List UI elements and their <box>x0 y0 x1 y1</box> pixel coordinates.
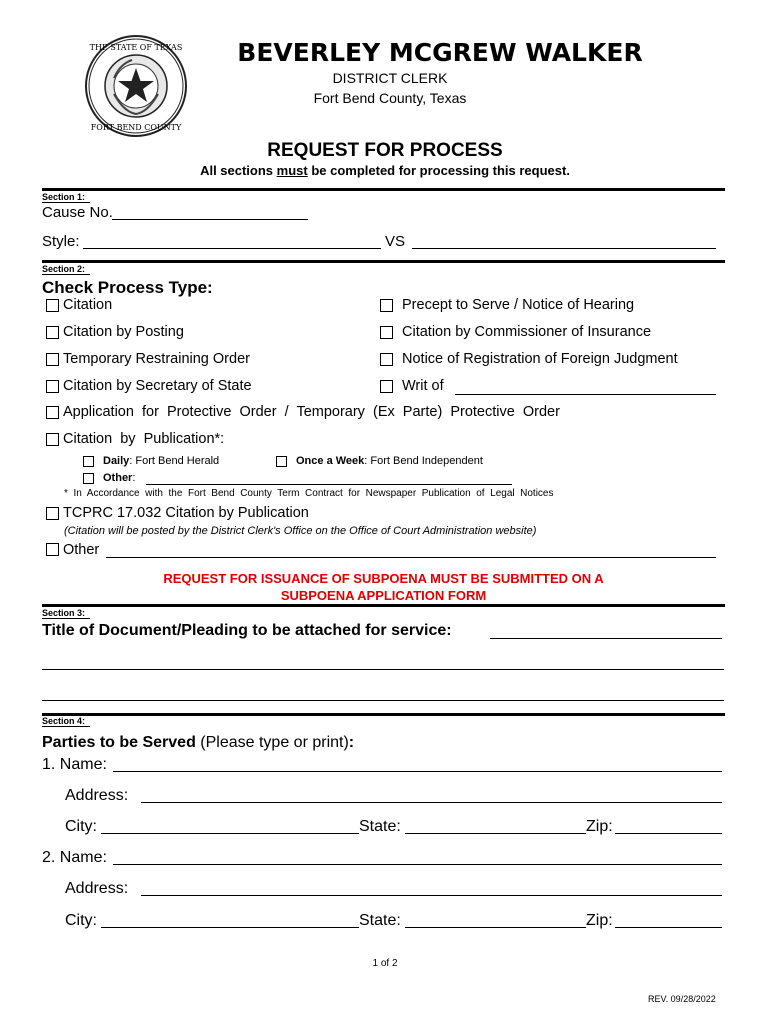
writ-of-checkbox[interactable] <box>380 380 393 393</box>
writ-of-field[interactable] <box>455 380 716 395</box>
party-2-name-field[interactable] <box>113 850 722 865</box>
vs-label: VS <box>385 233 406 250</box>
citation-by-publication-checkbox[interactable] <box>46 433 59 446</box>
document-title-line-3[interactable] <box>42 700 724 701</box>
revision-date: REV. 09/28/2022 <box>648 994 716 1004</box>
subpoena-notice-line-1: REQUEST FOR ISSUANCE OF SUBPOENA MUST BE SUBMITTED ON A <box>163 571 604 586</box>
daily-herald-checkbox[interactable] <box>83 456 94 467</box>
party-2-address-label: Address: <box>65 880 129 897</box>
party-1-city-field[interactable] <box>101 819 359 834</box>
party-2-city-label: City: <box>65 912 97 929</box>
party-1-address-field[interactable] <box>141 788 722 803</box>
weekly-independent-label: Once a Week: Fort Bend Independent <box>296 455 483 467</box>
foreign-judgment-checkbox[interactable] <box>380 353 393 366</box>
party-1-zip-label: Zip: <box>586 818 613 835</box>
section-label-underline <box>42 202 90 203</box>
party-2-city-field[interactable] <box>101 913 359 928</box>
section-2-label: Section 2: <box>42 264 86 274</box>
foreign-judgment-label: Notice of Registration of Foreign Judgment <box>402 351 678 367</box>
section-divider <box>42 188 725 191</box>
protective-order-checkbox[interactable] <box>46 406 59 419</box>
svg-text:THE STATE OF TEXAS: THE STATE OF TEXAS <box>89 43 183 52</box>
daily-herald-label: Daily: Fort Bend Herald <box>103 455 220 467</box>
tcprc-checkbox[interactable] <box>46 507 59 520</box>
section-label-underline <box>42 726 90 727</box>
tcprc-label: TCPRC 17.032 Citation by Publication <box>63 505 309 521</box>
other-process-checkbox[interactable] <box>46 543 59 556</box>
tcprc-note: (Citation will be posted by the District Clerk's Office on the Office of Court Administration website) <box>64 525 537 537</box>
style-defendant-field[interactable] <box>412 234 716 249</box>
section-label-underline <box>42 274 90 275</box>
subpoena-notice-line-2: SUBPOENA APPLICATION FORM <box>280 588 487 603</box>
party-2-address-field[interactable] <box>141 881 722 896</box>
form-title: REQUEST FOR PROCESS <box>267 140 503 161</box>
clerk-county: Fort Bend County, Texas <box>313 90 467 106</box>
clerk-office: DISTRICT CLERK <box>332 70 448 86</box>
document-title-heading: Title of Document/Pleading to be attached for service: <box>42 622 452 639</box>
section-3-label: Section 3: <box>42 608 86 618</box>
party-1-city-label: City: <box>65 818 97 835</box>
citation-checkbox[interactable] <box>46 299 59 312</box>
section-divider <box>42 604 725 607</box>
other-publication-label: Other: <box>103 472 136 484</box>
citation-secretary-of-state-label: Citation by Secretary of State <box>63 378 252 394</box>
document-title-line-2[interactable] <box>42 669 724 670</box>
party-2-zip-field[interactable] <box>615 913 722 928</box>
process-type-heading: Check Process Type: <box>42 278 213 297</box>
party-1-state-field[interactable] <box>405 819 586 834</box>
style-label: Style: <box>42 233 80 250</box>
publication-footnote: * In Accordance with the Fort Bend County Term Contract for Newspaper Publication of Legal Notices <box>64 488 554 499</box>
section-divider <box>42 260 725 263</box>
citation-by-posting-checkbox[interactable] <box>46 326 59 339</box>
party-1-name-field[interactable] <box>113 757 722 772</box>
section-4-label: Section 4: <box>42 716 86 726</box>
precept-to-serve-checkbox[interactable] <box>380 299 393 312</box>
form-subtitle: All sections must be completed for processing this request. <box>200 163 570 178</box>
temporary-restraining-order-label: Temporary Restraining Order <box>63 351 250 367</box>
section-1-label: Section 1: <box>42 192 86 202</box>
section-label-underline <box>42 618 90 619</box>
party-1-name-label: 1. Name: <box>42 756 107 773</box>
citation-label: Citation <box>63 297 113 313</box>
party-1-address-label: Address: <box>65 787 129 804</box>
other-process-label: Other <box>63 542 100 558</box>
cause-no-label: Cause No. <box>42 204 113 221</box>
other-process-field[interactable] <box>106 543 716 558</box>
party-2-state-label: State: <box>359 912 401 929</box>
protective-order-label: Application for Protective Order / Temporary (Ex Parte) Protective Order <box>63 404 560 420</box>
party-2-name-label: 2. Name: <box>42 849 107 866</box>
citation-by-posting-label: Citation by Posting <box>63 324 184 340</box>
cause-no-field[interactable] <box>112 205 308 220</box>
temporary-restraining-order-checkbox[interactable] <box>46 353 59 366</box>
section-divider <box>42 713 725 716</box>
weekly-independent-checkbox[interactable] <box>276 456 287 467</box>
party-1-state-label: State: <box>359 818 401 835</box>
citation-by-publication-label: Citation by Publication*: <box>63 431 225 447</box>
page-number: 1 of 2 <box>372 958 398 969</box>
citation-commissioner-insurance-checkbox[interactable] <box>380 326 393 339</box>
style-plaintiff-field[interactable] <box>83 234 381 249</box>
citation-secretary-of-state-checkbox[interactable] <box>46 380 59 393</box>
document-title-field[interactable] <box>490 624 722 639</box>
party-2-state-field[interactable] <box>405 913 586 928</box>
citation-commissioner-insurance-label: Citation by Commissioner of Insurance <box>402 324 652 340</box>
other-publication-field[interactable] <box>146 471 512 485</box>
precept-to-serve-label: Precept to Serve / Notice of Hearing <box>402 297 635 313</box>
party-2-zip-label: Zip: <box>586 912 613 929</box>
other-publication-checkbox[interactable] <box>83 473 94 484</box>
clerk-name: BEVERLEY MCGREW WALKER <box>237 38 643 67</box>
writ-of-label: Writ of <box>402 378 444 394</box>
party-1-zip-field[interactable] <box>615 819 722 834</box>
svg-text:FORT BEND COUNTY: FORT BEND COUNTY <box>90 123 182 132</box>
parties-heading: Parties to be Served (Please type or print): <box>42 734 355 751</box>
